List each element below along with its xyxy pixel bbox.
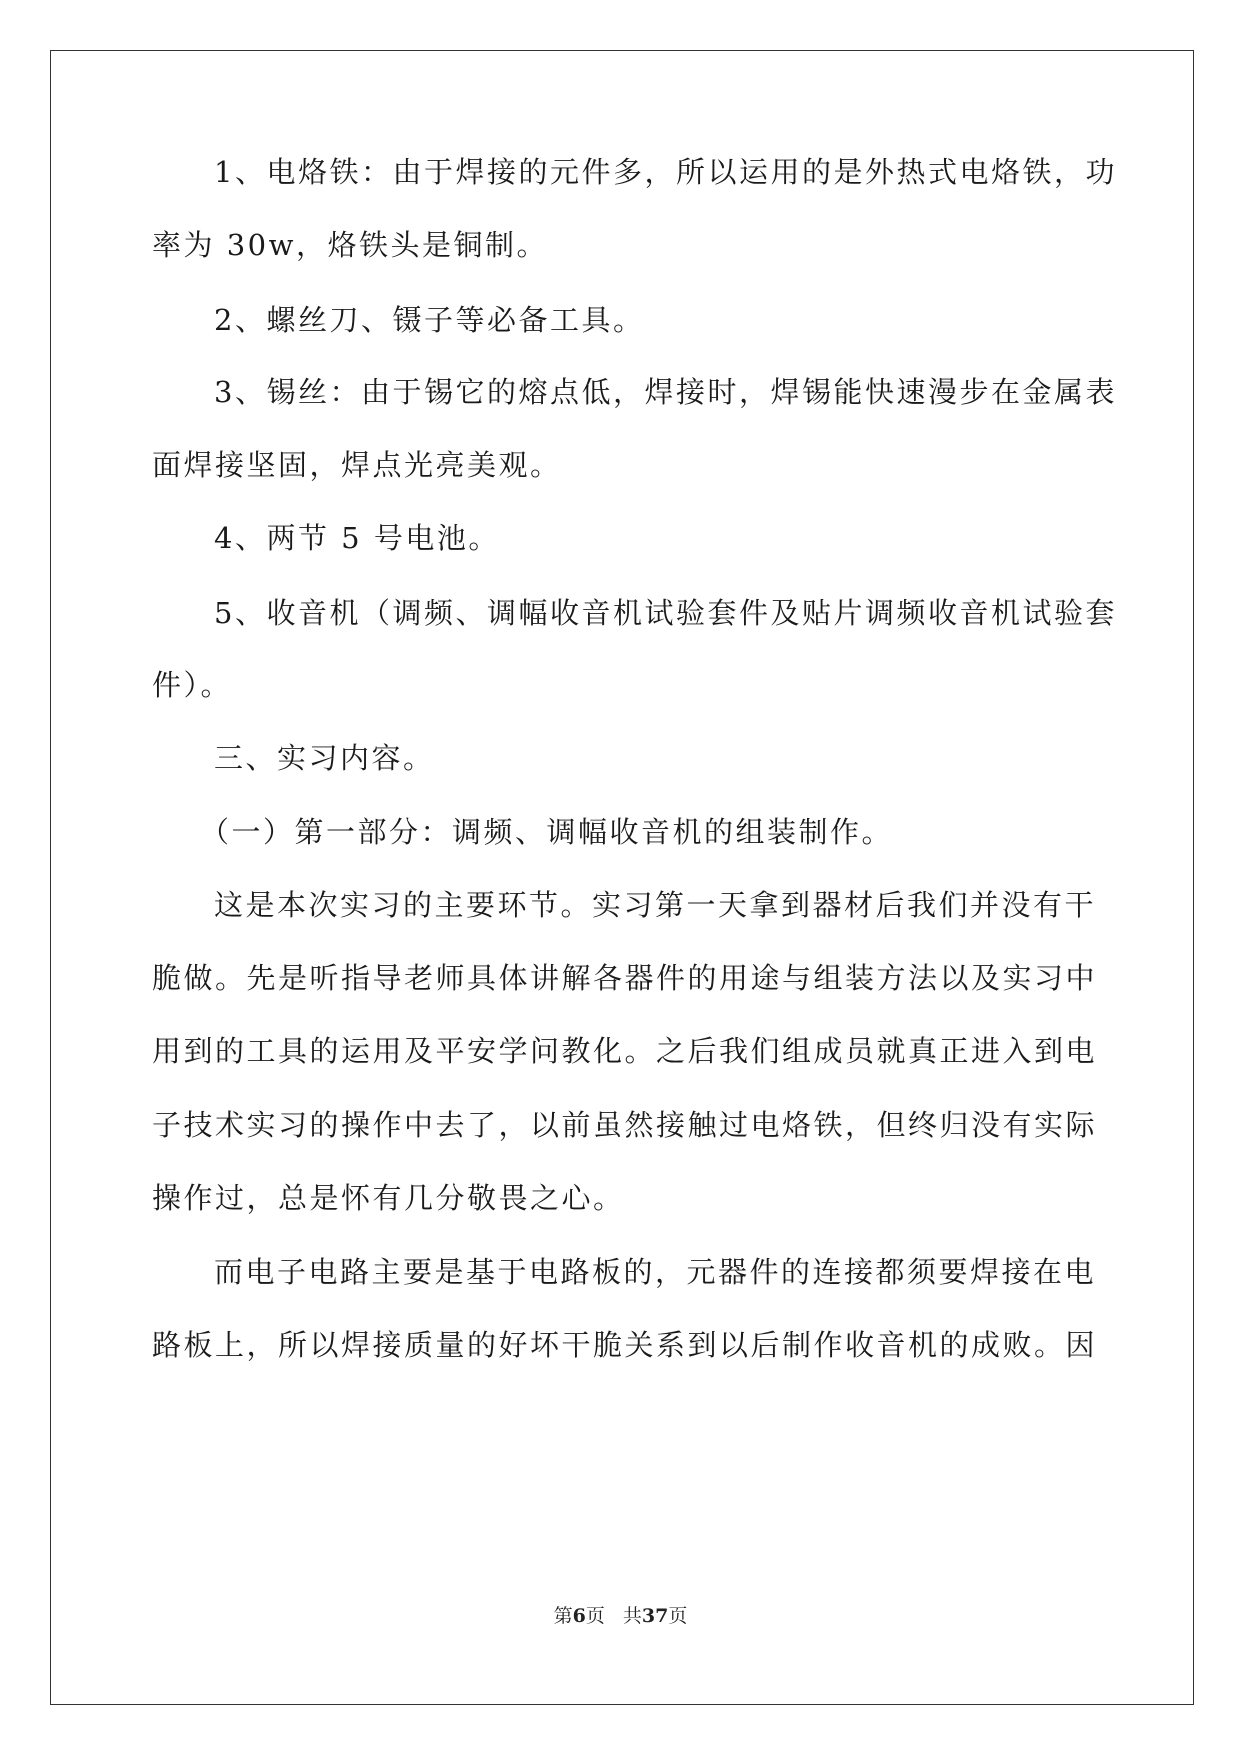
page-prefix: 第: [553, 1605, 573, 1627]
paragraph-line: 件）。: [152, 668, 233, 702]
paragraph-line: 1、电烙铁：由于焊接的元件多，所以运用的是外热式电烙铁，功: [214, 155, 1117, 189]
page-footer: [0, 1604, 1241, 1628]
paragraph-line: 脆做。先是听指导老师具体讲解各器件的用途与组装方法以及实习中: [152, 961, 1098, 995]
paragraph-line: 这是本次实习的主要环节。实习第一天拿到器材后我们并没有干: [214, 888, 1097, 922]
page-suffix: 页: [585, 1605, 605, 1627]
paragraph-line: 操作过，总是怀有几分敬畏之心。: [152, 1181, 625, 1215]
paragraph-line: 2、螺丝刀、镊子等必备工具。: [214, 303, 645, 337]
paragraph-line: 5、收音机（调频、调幅收音机试验套件及贴片调频收音机试验套: [214, 596, 1117, 630]
paragraph-line: 而电子电路主要是基于电路板的，元器件的连接都须要焊接在电: [214, 1255, 1097, 1289]
total-pages: 37: [641, 1605, 669, 1627]
paragraph-line: 子技术实习的操作中去了，以前虽然接触过电烙铁，但终归没有实际: [152, 1108, 1098, 1142]
paragraph-line: 4、两节 5 号电池。: [214, 521, 500, 555]
page-number: 6: [572, 1605, 586, 1627]
page-border: [50, 50, 1194, 1705]
paragraph-line: 面焊接坚固，焊点光亮美观。: [152, 448, 562, 482]
paragraph-line: 3、锡丝：由于锡它的熔点低，焊接时，焊锡能快速漫步在金属表: [214, 375, 1117, 409]
paragraph-line: 路板上，所以焊接质量的好坏干脆关系到以后制作收音机的成败。因: [152, 1328, 1098, 1362]
paragraph-line: 率为 30w，烙铁头是铜制。: [152, 228, 548, 262]
total-suffix: 页: [668, 1605, 688, 1627]
subsection-heading: （一）第一部分：调频、调幅收音机的组装制作。: [200, 815, 894, 849]
section-heading: 三、实习内容。: [214, 741, 435, 775]
paragraph-line: 用到的工具的运用及平安学问教化。之后我们组成员就真正进入到电: [152, 1034, 1098, 1068]
total-prefix: 共: [622, 1605, 642, 1627]
